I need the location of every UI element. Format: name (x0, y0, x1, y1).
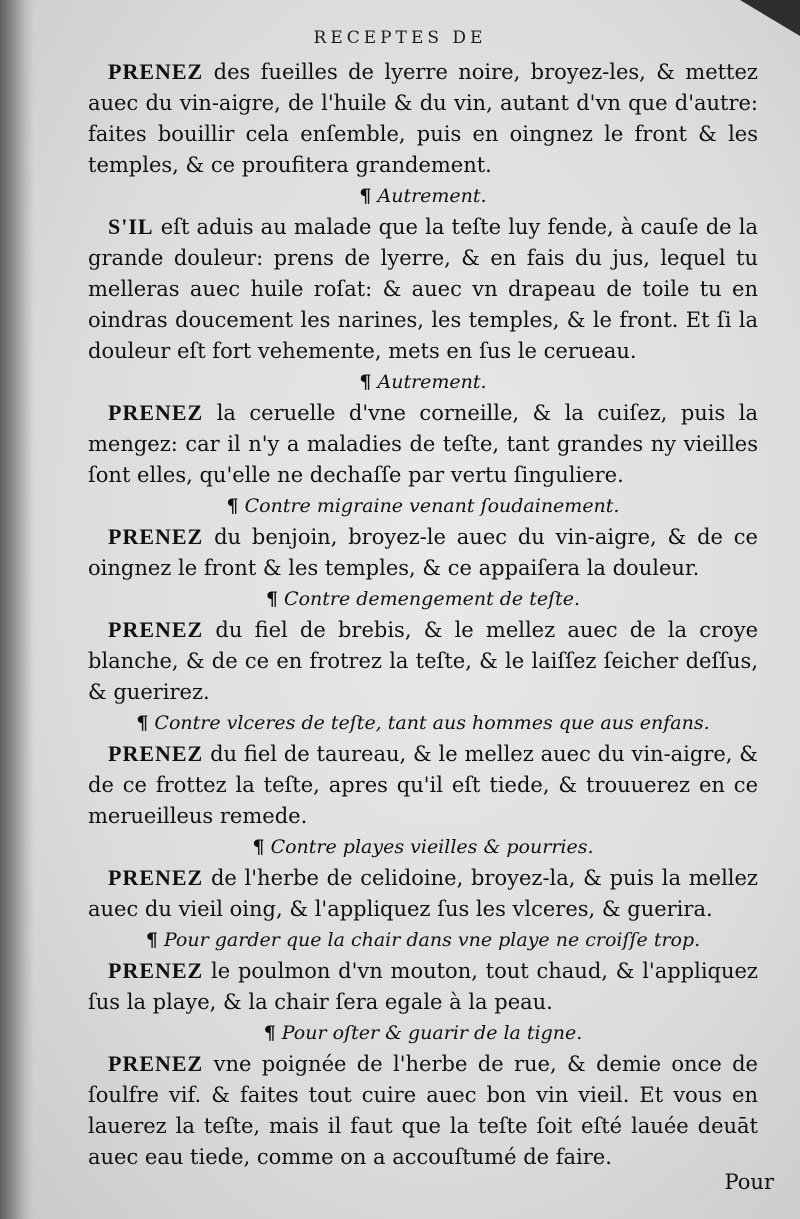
recipe-paragraph (88, 738, 758, 832)
recipe-heading-text: Contre demengement de teſte. (284, 588, 581, 610)
recipe-heading (88, 181, 758, 211)
paragraph-lead-word: PRENEZ (108, 741, 204, 766)
paragraph-text: eſt aduis au malade que la teſte luy fende, à cauſe de la grande douleur: prens de lyerre, & en fais du jus, lequel tu melleras auec huile roſat: & auec vn drapeau de toile tu en oindras doucement les narines, les temples, & le front. Et ſi la douleur eſt fort vehemente, mets en ſus le cerueau. (88, 215, 758, 363)
paragraph-lead-word: PRENEZ (108, 59, 204, 84)
recipe-paragraph (88, 56, 758, 181)
paragraph-text: du benjoin, broyez-le auec du vin-aigre, & de ce oingnez le front & les temples, & ce appaiſera la douleur. (88, 525, 758, 580)
pilcrow-mark: ¶ (359, 371, 372, 393)
recipe-heading-text: Pour oſter & guarir de la tigne. (281, 1022, 583, 1044)
recipe-heading (88, 708, 758, 738)
recipe-paragraph (88, 397, 758, 491)
recipe-paragraph (88, 955, 758, 1018)
paragraph-lead-word: PRENEZ (108, 524, 204, 549)
recipe-heading-text: Contre vlceres de teſte, tant aus hommes que aus enfans. (154, 712, 710, 734)
paragraph-lead-word: PRENEZ (108, 400, 204, 425)
recipe-heading (88, 367, 758, 397)
recipe-heading (88, 832, 758, 862)
recipe-heading-text: Autrement. (377, 185, 487, 207)
recipe-paragraph (88, 1048, 758, 1173)
recipe-paragraph (88, 211, 758, 367)
paragraph-lead-word: PRENEZ (108, 617, 204, 642)
pilcrow-mark: ¶ (265, 588, 279, 610)
recipe-paragraph (88, 862, 758, 925)
paragraph-text: le poulmon d'vn mouton, tout chaud, & l'appliquez ſus la playe, & la chair ſera egale à la peau. (88, 959, 758, 1014)
running-head: RECEPTES DE (313, 28, 487, 48)
pilcrow-mark: ¶ (359, 185, 372, 207)
catchword: Pour (724, 1170, 774, 1194)
paragraph-lead-word: PRENEZ (108, 958, 204, 983)
recipe-heading (88, 1018, 758, 1048)
recipe-heading-text: Contre migraine venant ſoudainement. (244, 495, 620, 517)
paragraph-lead-word: S'IL (108, 214, 154, 239)
paragraph-text: la ceruelle d'vne corneille, & la cuiſez, puis la mengez: car il n'y a maladies de teſte, tant grandes ny vieilles ſont elles, qu'elle ne dechaſſe par vertu ſinguliere. (88, 401, 758, 487)
recipe-heading (88, 925, 758, 955)
recipe-heading-text: Contre playes vieilles & pourries. (270, 836, 594, 858)
paragraph-text: du fiel de brebis, & le mellez auec de la croye blanche, & de ce en frotrez la teſte, & le laiſſez ſeicher deſſus, & guerirez. (88, 618, 758, 704)
page-text (88, 56, 758, 1173)
paragraph-text: des fueilles de lyerre noire, broyez-les, & mettez auec du vin-aigre, de l'huile & du vin, autant d'vn que d'autre: faites bouillir cela enſemble, puis en oingnez le front & les temples, & ce proufitera grandement. (88, 60, 758, 177)
paragraph-text: du fiel de taureau, & le mellez auec du vin-aigre, & de ce frottez la teſte, apres qu'il eſt tiede, & trouuerez en ce merueilleus remede. (88, 742, 758, 828)
paragraph-text: de l'herbe de celidoine, broyez-la, & puis la mellez auec du vieil oing, & l'appliquez ſus les vlceres, & guerira. (88, 866, 758, 921)
recipe-heading (88, 584, 758, 614)
recipe-heading-text: Autrement. (377, 371, 487, 393)
paragraph-lead-word: PRENEZ (108, 1051, 204, 1076)
paragraph-lead-word: PRENEZ (108, 865, 204, 890)
pilcrow-mark: ¶ (145, 929, 158, 951)
pilcrow-mark: ¶ (136, 712, 149, 734)
pilcrow-mark: ¶ (252, 836, 265, 858)
page-gutter-shadow (0, 0, 34, 1219)
pilcrow-mark: ¶ (226, 495, 239, 517)
pilcrow-mark: ¶ (263, 1022, 276, 1044)
paragraph-text: vne poignée de l'herbe de rue, & demie once de ſoulfre vif. & faites tout cuire auec bon vin vieil. Et vous en lauerez la teſte, mais il faut que la teſte ſoit eſté lauée deuāt auec eau tiede, comme on a accouſtumé de faire. (88, 1052, 758, 1169)
recipe-heading (88, 491, 758, 521)
recipe-paragraph (88, 614, 758, 708)
recipe-heading-text: Pour garder que la chair dans vne playe ne croiſſe trop. (163, 929, 701, 951)
recipe-paragraph (88, 521, 758, 584)
